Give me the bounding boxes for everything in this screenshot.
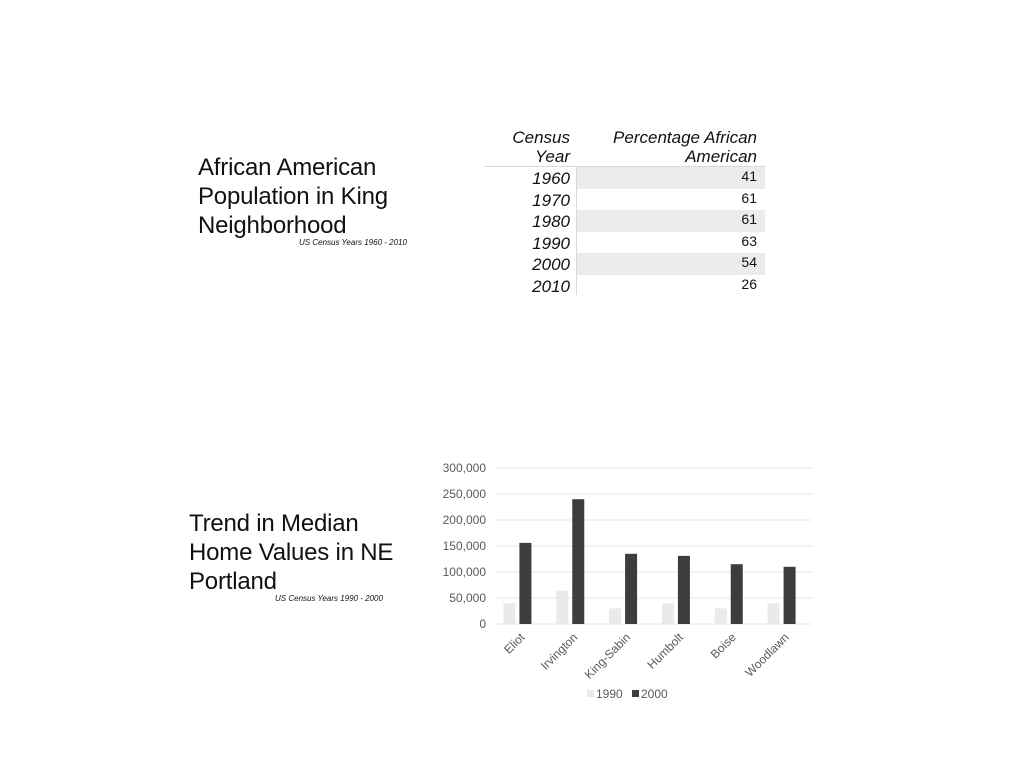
bar-2000 (572, 499, 584, 624)
header-census-year: Census Year (512, 128, 570, 166)
row-percentage: 41 (741, 168, 757, 184)
row-percentage: 61 (741, 189, 757, 206)
row-year: 1980 (532, 212, 570, 232)
table-row (484, 253, 765, 275)
table-row (484, 167, 765, 189)
row-percentage: 61 (741, 211, 757, 228)
x-category-label: Irvington (537, 630, 581, 673)
row-year: 2000 (532, 255, 570, 275)
row-year: 2010 (532, 276, 570, 296)
legend-swatch-1990 (587, 690, 594, 697)
bar-2000 (784, 567, 796, 624)
bar-1990 (556, 591, 568, 624)
bar-2000 (625, 554, 637, 624)
row-year: 1960 (532, 169, 570, 188)
bar-1990 (715, 608, 727, 624)
population-title: African American Population in King Neighborhood (198, 154, 388, 239)
table-row (484, 210, 765, 232)
table-row (484, 189, 765, 211)
bar-2000 (678, 556, 690, 624)
bar-1990 (609, 608, 621, 624)
y-tick-label: 100,000 (442, 565, 486, 579)
bar-1990 (503, 603, 515, 624)
y-tick-label: 0 (479, 617, 486, 631)
header-percentage: Percentage African American (613, 128, 757, 166)
row-percentage: 63 (741, 232, 757, 249)
legend-label-1990: 1990 (596, 687, 623, 701)
x-category-label: King-Sabin (581, 630, 634, 682)
home-values-subtitle: US Census Years 1990 - 2000 (275, 594, 383, 603)
row-year: 1970 (532, 190, 570, 210)
bar-2000 (731, 564, 743, 624)
bar-1990 (662, 603, 674, 624)
row-year: 1990 (532, 233, 570, 253)
table-row (484, 232, 765, 254)
y-tick-label: 50,000 (449, 591, 486, 605)
bar-2000 (519, 543, 531, 624)
table-row (484, 275, 765, 297)
x-category-label: Humbolt (644, 630, 687, 672)
x-category-label: Boise (707, 630, 739, 662)
population-subtitle: US Census Years 1960 - 2010 (299, 238, 407, 247)
home-values-bar-chart (420, 455, 830, 715)
y-tick-label: 150,000 (442, 539, 486, 553)
y-tick-label: 200,000 (442, 513, 486, 527)
x-category-label: Eliot (501, 630, 528, 657)
legend-swatch-2000 (632, 690, 639, 697)
legend-label-2000: 2000 (641, 687, 668, 701)
row-percentage: 54 (741, 254, 757, 271)
y-tick-label: 300,000 (442, 461, 486, 475)
bar-1990 (768, 603, 780, 624)
y-tick-label: 250,000 (442, 487, 486, 501)
home-values-title: Trend in Median Home Values in NE Portland (189, 510, 394, 595)
table-body (484, 167, 765, 297)
x-category-label: Woodlawn (742, 630, 792, 680)
row-percentage: 26 (741, 275, 757, 292)
